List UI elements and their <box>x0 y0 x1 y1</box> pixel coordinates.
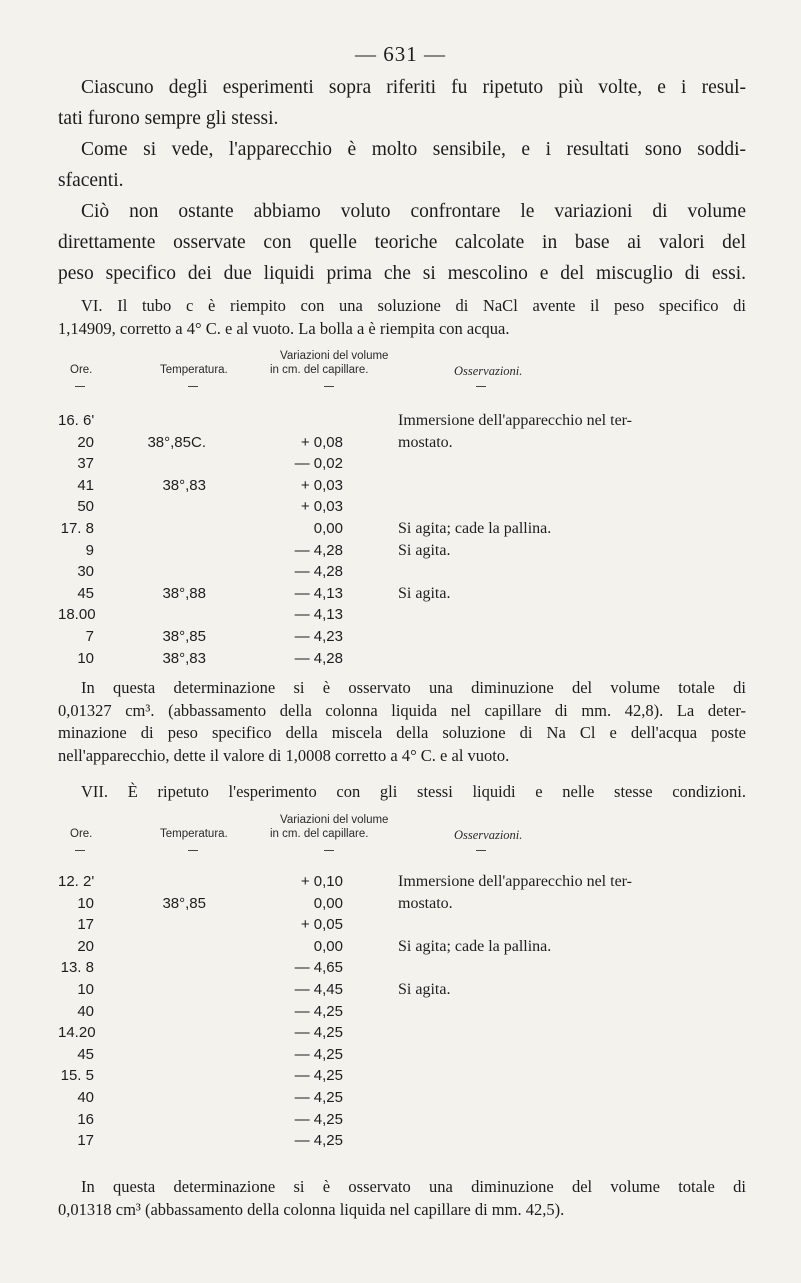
table-row <box>58 650 758 673</box>
intro-line: peso specifico dei due liquidi prima che si mescolino e del miscuglio di essi. <box>58 263 746 284</box>
cell-variazione: — 4,28 <box>294 649 343 667</box>
header-rule <box>476 850 486 851</box>
table-row <box>58 520 758 543</box>
section-vii-conclusion <box>58 1176 746 1221</box>
cell-ore: 10 <box>77 894 94 912</box>
cell-ore: 9 <box>85 541 94 559</box>
header-variazioni-sub: in cm. del capillare. <box>270 364 369 376</box>
cell-ore: 14.20 <box>58 1024 96 1042</box>
table-row <box>58 455 758 478</box>
page-number: — 631 — <box>355 42 446 66</box>
table-vii-header <box>58 814 746 844</box>
cell-ore: 45 <box>77 584 94 602</box>
cell-variazione: 0,00 <box>313 894 343 912</box>
intro-paragraph <box>58 72 746 289</box>
cell-variazione: — 4,13 <box>294 584 343 602</box>
cell-variazione: + 0,03 <box>300 498 343 516</box>
cell-ore: 40 <box>77 1089 94 1106</box>
cell-osservazioni: Immersione dell'apparecchio nel ter- <box>398 412 633 429</box>
cell-variazione: — 4,25 <box>294 1067 343 1085</box>
table-row <box>58 542 758 565</box>
cell-ore: 20 <box>77 937 94 955</box>
header-osservazioni: Osservazioni. <box>454 364 523 378</box>
cell-variazione: 0,00 <box>313 520 343 537</box>
table-row <box>58 1024 758 1047</box>
table-row <box>58 1046 758 1069</box>
cell-variazione: — 4,25 <box>294 1024 343 1042</box>
table-row <box>58 895 758 918</box>
section-vii-intro <box>58 781 746 804</box>
cell-variazione: — 4,25 <box>294 1002 343 1020</box>
table-row <box>58 585 758 608</box>
cell-osservazioni: Si agita. <box>398 981 451 998</box>
cell-osservazioni: Si agita; cade la pallina. <box>398 937 552 955</box>
table-row <box>58 1067 758 1090</box>
cell-variazione: — 4,65 <box>294 959 343 977</box>
header-ore: Ore. <box>70 828 93 840</box>
cell-ore: 16. 6' <box>58 412 95 429</box>
table-row <box>58 628 758 651</box>
section-vi-intro <box>58 295 746 340</box>
cell-variazione: — 4,13 <box>294 606 343 624</box>
cell-ore: 30 <box>77 563 94 581</box>
cell-variazione: — 4,25 <box>294 1132 343 1150</box>
conclusion-line: minazione di peso specifico della miscela della soluzione di Na Cl e dell'acqua poste <box>58 723 746 742</box>
section-vi-line: VI. Il tubo c è riempito con una soluzione di NaCl avente il peso specifico di <box>81 296 746 315</box>
table-row <box>58 1089 758 1112</box>
table-row <box>58 1132 758 1155</box>
header-rule <box>476 386 486 387</box>
cell-ore: 17. 8 <box>60 520 94 537</box>
header-ore: Ore. <box>70 364 93 376</box>
cell-osservazioni: Si agita; cade la pallina. <box>398 520 552 537</box>
cell-ore: 15. 5 <box>60 1067 94 1085</box>
cell-temperatura: 38°,83 <box>162 649 206 667</box>
cell-variazione: — 4,28 <box>294 541 343 559</box>
header-rule <box>324 850 334 851</box>
conclusion-line: 0,01327 cm³. (abbassamento della colonna liquida nel capillare di mm. 42,8). La deter- <box>58 700 746 720</box>
header-osservazioni: Osservazioni. <box>454 828 523 842</box>
table-row <box>58 412 758 435</box>
intro-line: Come si vede, l'apparecchio è molto sensibile, e i resultati sono soddi- <box>81 139 746 160</box>
table-row <box>58 498 758 521</box>
cell-temperatura: 38°,83 <box>162 476 206 494</box>
table-row <box>58 1003 758 1026</box>
cell-variazione: + 0,08 <box>300 433 343 451</box>
table-row <box>58 1111 758 1134</box>
cell-temperatura: 38°,88 <box>162 584 206 602</box>
cell-temperatura: 38°,85 <box>162 628 206 645</box>
cell-variazione: — 4,23 <box>294 628 343 645</box>
intro-line: Ciò non ostante abbiamo voluto confrontare le variazioni di volume <box>81 201 746 222</box>
cell-ore: 10 <box>77 649 94 667</box>
section-vii-line: VII. È ripetuto l'esperimento con gli stessi liquidi e nelle stesse condizioni. <box>81 782 746 801</box>
table-row <box>58 434 758 457</box>
cell-variazione: — 0,02 <box>294 455 343 473</box>
cell-ore: 17 <box>77 1132 94 1150</box>
header-temperatura: Temperatura. <box>160 364 228 376</box>
table-row <box>58 477 758 500</box>
cell-ore: 18.00 <box>58 606 96 624</box>
cell-variazione: — 4,25 <box>294 1045 343 1063</box>
header-temperatura: Temperatura. <box>160 828 228 840</box>
cell-variazione: 0,00 <box>313 937 343 955</box>
intro-line: tati furono sempre gli stessi. <box>58 108 279 129</box>
intro-line: sfacenti. <box>58 170 124 191</box>
table-row <box>58 606 758 629</box>
cell-ore: 13. 8 <box>60 959 94 977</box>
cell-ore: 50 <box>77 498 94 516</box>
cell-variazione: + 0,03 <box>300 476 343 494</box>
cell-variazione: + 0,05 <box>300 916 343 934</box>
cell-variazione: — 4,45 <box>294 981 343 998</box>
intro-line: direttamente osservate con quelle teoriche calcolate in base ai valori del <box>58 232 746 253</box>
cell-variazione: + 0,10 <box>300 873 343 890</box>
cell-osservazioni: mostato. <box>398 894 453 912</box>
conclusion-line: 0,01318 cm³ (abbassamento della colonna liquida nel capillare di mm. 42,5). <box>58 1199 565 1219</box>
cell-ore: 17 <box>77 916 94 934</box>
cell-temperatura: 38°,85 <box>162 894 206 912</box>
section-vi-line: 1,14909, corretto a 4° C. e al vuoto. La bolla a è riempita con acqua. <box>58 318 510 338</box>
cell-osservazioni: Si agita. <box>398 584 451 602</box>
table-row <box>58 563 758 586</box>
section-vi-conclusion <box>58 677 746 767</box>
cell-ore: 10 <box>77 981 94 998</box>
header-rule <box>188 386 198 387</box>
cell-ore: 37 <box>77 455 94 473</box>
cell-ore: 20 <box>77 433 94 451</box>
cell-ore: 40 <box>77 1002 94 1020</box>
header-variazioni: Variazioni del volume <box>280 814 389 826</box>
header-variazioni-sub: in cm. del capillare. <box>270 828 369 840</box>
cell-temperatura: 38°,85C. <box>147 433 206 451</box>
cell-osservazioni: mostato. <box>398 433 453 451</box>
cell-ore: 12. 2' <box>58 873 95 890</box>
conclusion-line: In questa determinazione si è osservato una diminuzione del volume totale di <box>81 1177 746 1196</box>
header-rule <box>188 850 198 851</box>
cell-ore: 7 <box>85 628 94 645</box>
cell-variazione: — 4,25 <box>294 1110 343 1128</box>
cell-variazione: — 4,25 <box>294 1089 343 1106</box>
intro-line: Ciascuno degli esperimenti sopra riferiti fu ripetuto più volte, e i resul- <box>81 77 746 98</box>
table-row <box>58 938 758 961</box>
cell-ore: 41 <box>77 476 94 494</box>
header-rule <box>324 386 334 387</box>
conclusion-line: nell'apparecchio, dette il valore di 1,0008 corretto a 4° C. e al vuoto. <box>58 745 510 765</box>
table-row <box>58 873 758 896</box>
header-rule <box>75 850 85 851</box>
cell-ore: 45 <box>77 1045 94 1063</box>
conclusion-line: In questa determinazione si è osservato una diminuzione del volume totale di <box>81 678 746 697</box>
cell-variazione: — 4,28 <box>294 563 343 581</box>
table-vi-header <box>58 350 746 380</box>
table-row <box>58 916 758 939</box>
cell-osservazioni: Immersione dell'apparecchio nel ter- <box>398 873 633 890</box>
cell-osservazioni: Si agita. <box>398 541 451 559</box>
table-row <box>58 959 758 982</box>
cell-ore: 16 <box>77 1110 94 1128</box>
header-rule <box>75 386 85 387</box>
table-row <box>58 981 758 1004</box>
header-variazioni: Variazioni del volume <box>280 350 389 362</box>
